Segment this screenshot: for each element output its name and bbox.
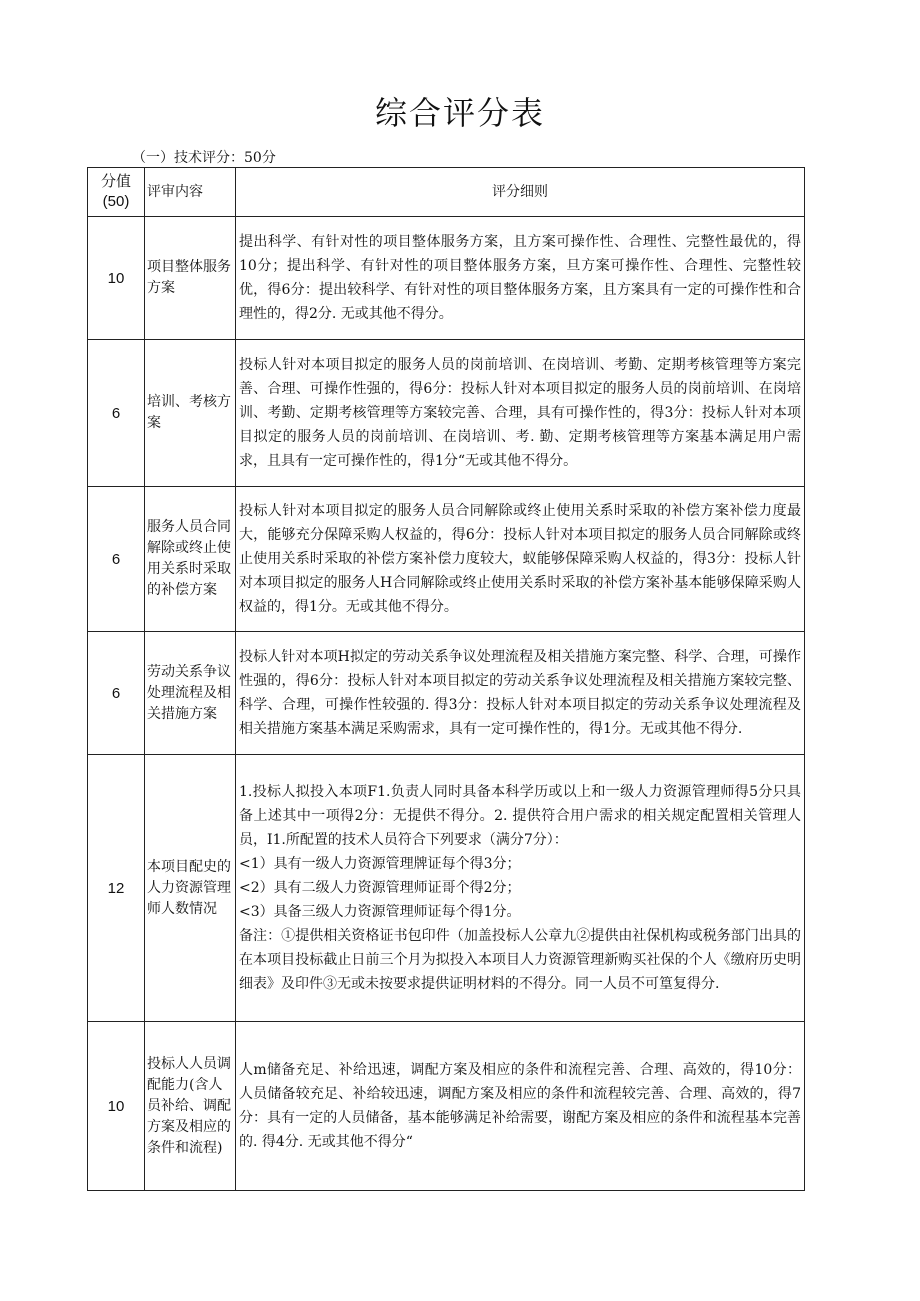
header-item-cell: 评审内容 <box>145 168 236 217</box>
row-score: 10 <box>88 1022 145 1191</box>
table-row <box>88 632 805 755</box>
row-detail: 投标人针对本项目拟定的服务人员合同解除或终止使用关系时采取的补偿方案补偿力度最大，能够充分保障采购人权益的，得6分：投标人针对本项目拟定的服务人员合同解除或终止使用关系时采取的补偿方案补偿力度较大，蚁能够保障采购人权益的，得3分：投标人针对本项目拟定的服务人H合同解除或终止使用关系时采取的补偿方案补基本能够保障采购人权益的，得1分。无或其他不得分。 <box>236 487 805 632</box>
table-row <box>88 1022 805 1191</box>
row-item: 本项目配史的人力资源管理师人数情况 <box>145 755 236 1022</box>
row-detail: 提出科学、有针对性的项目整体服务方案，且方案可操作性、合理性、完整性最优的，得10分；提出科学、有针对性的项目整体服务方案，旦方案可操作性、合理性、完整性较优，得6分：提出较科学、有针对性的项目整体服务方案，且方案具有一定的可操作性和合理性的，得2分. 无或其他不得分。 <box>236 217 805 340</box>
table-header-row <box>88 168 805 217</box>
detail-paragraph: <2）具有二级人力资源管理师证哥个得2分； <box>239 880 521 896</box>
table-row <box>88 487 805 632</box>
row-detail: 人m储备充足、补给迅速，调配方案及相应的条件和流程完善、合理、高效的，得10分：人员储备较充足、补给较迅速，调配方案及相应的条件和流程较完善、合理、高效的，得7分：具有一定的人员储备，基本能够满足补给需要，谢配方案及相应的条件和流程基本完善的. 得4分. 无或其他不得分“ <box>236 1022 805 1191</box>
detail-paragraph: 备注：①提供相关资格证书包印件（加盖投标人公章九②提供由社保机构或税务部门出具的在本项目投标截止日前三个月为拟投入本项目人力资源管理新购买社保的个人《缴府历史明细表》及印件③无或未按要求提供证明材料的不得分。同一人员不可篁复得分. <box>239 928 801 992</box>
row-item: 投标人人员调配能力(含人员补给、调配方案及相应的条件和流程) <box>145 1022 236 1191</box>
detail-paragraph: <3）具备三级人力资源管理师证每个得1分。 <box>239 904 521 920</box>
header-detail-cell: 评分细则 <box>236 168 805 217</box>
row-detail: 投标人针对本项目拟定的服务人员的岗前培训、在岗培训、考勤、定期考核管理等方案完善、合理、可操作性强的，得6分：投标人针对本项目拟定的服务人员的岗前培训、在岗培训、考勤、定期考核管理等方案较完善、合理，具有可操作性的，得3分：投标人针对本项目拟定的服务人员的岗前培训、在岗培训、考. 勤、定期考核管理等方案基本满足用户需求，且具有一定可操作性的，得1分“无或其他不得分。 <box>236 340 805 487</box>
scoring-table <box>87 167 805 1191</box>
row-score: 10 <box>88 217 145 340</box>
row-score: 6 <box>88 487 145 632</box>
header-score-cell <box>88 168 145 217</box>
detail-paragraph: <1）具有一级人力资源管理牌证每个得3分； <box>239 856 521 872</box>
row-item: 培训、考核方案 <box>145 340 236 487</box>
detail-paragraph: 1.投标人拟投入本项F1.负责人同时具备本科学历或以上和一级人力资源管理师得5分只具备上述其中一项得2分：无提供不得分。2. 提供符合用户需求的相关规定配置相关管理人员，I1.所配置的技术人员符合下列要求（满分7分）： <box>239 784 801 848</box>
row-detail <box>236 755 805 1022</box>
header-score-label: 分值 <box>100 173 131 190</box>
row-score: 6 <box>88 340 145 487</box>
table-row <box>88 217 805 340</box>
row-detail: 投标人针对本项H拟定的劳动关系争议处理流程及相关措施方案完整、科学、合理，可操作性强的，得6分：投标人针对本项目拟定的劳动关系争议处理流程及相关措施方案较完整、科学、合理，可操作性较强的. 得3分：投标人针对本项目拟定的劳动关系争议处理流程及相关措施方案基本满足采购需求，具有一定可操作性的，得1分。无或其他不得分. <box>236 632 805 755</box>
document-title: 综合评分表 <box>374 94 545 132</box>
table-row <box>88 755 805 1022</box>
row-score: 12 <box>88 755 145 1022</box>
row-score: 6 <box>88 632 145 755</box>
table-row <box>88 340 805 487</box>
header-score-total: (50) <box>102 193 130 210</box>
row-item: 劳动关系争议处理流程及相关措施方案 <box>145 632 236 755</box>
row-item: 服务人员合同解除或终止使用关系时采取的补偿方案 <box>145 487 236 632</box>
section-subtitle: （一）技术评分：50分 <box>132 150 276 166</box>
row-item: 项目整体服务方案 <box>145 217 236 340</box>
